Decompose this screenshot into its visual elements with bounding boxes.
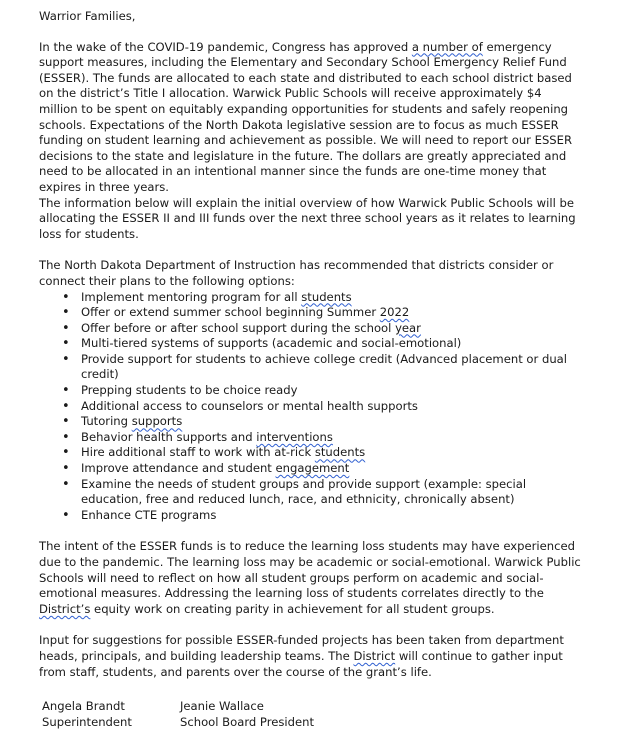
paragraph-options-intro: The North Dakota Department of Instruction has recommended that districts consider or connect their plans to the following options: xyxy=(39,258,554,288)
paragraph-esser-overview xyxy=(39,40,581,196)
spellcheck-flag[interactable]: District xyxy=(353,648,396,663)
signer-name: Jeanie Wallace xyxy=(180,699,264,714)
signature-superintendent xyxy=(42,699,180,730)
list-item: • Implement mentoring program for all students xyxy=(81,290,581,306)
signer-name: Angela Brandt xyxy=(42,699,125,714)
p1-text-before: In the wake of the COVID-19 pandemic, Congress has approved xyxy=(39,39,412,54)
paragraph-intent: The intent of the ESSER funds is to reduce the learning loss students may have experienced due to the pandemic. The learning loss may be academic or social-emotional. Warwick Public Schools will need to reflect on how all student groups perform on academic and social-emotional measures. Addressing the learning loss of students correlates directly to the District’s equity work on creating parity in achievement for all student groups. xyxy=(39,539,581,616)
list-item: • Provide support for students to achieve college credit (Advanced placement or dual credit) xyxy=(81,352,581,383)
spellcheck-flag[interactable]: District’s xyxy=(39,601,91,616)
list-item: • Behavior health supports and interventions xyxy=(81,430,581,446)
paragraph-input: Input for suggestions for possible ESSER-funded projects has been taken from department heads, principals, and building leadership teams. The District will continue to gather input from staff, students, and parents over the course of the grant’s life. xyxy=(39,633,564,679)
list-item: • Multi-tiered systems of supports (academic and social-emotional) xyxy=(81,336,581,352)
spellcheck-flag[interactable]: students xyxy=(301,289,352,304)
list-item: • Improve attendance and student engagement xyxy=(81,461,581,477)
list-item: • Hire additional staff to work with at-rick students xyxy=(81,445,581,461)
spellcheck-flag[interactable]: year xyxy=(395,320,421,335)
list-item: • Prepping students to be choice ready xyxy=(81,383,581,399)
signature-block xyxy=(39,699,581,730)
spellcheck-flag[interactable]: supports xyxy=(131,414,183,429)
list-item: • Tutoring supports xyxy=(81,414,581,430)
letter-document xyxy=(39,9,581,730)
spellcheck-flag[interactable]: a number of xyxy=(411,39,483,54)
signer-title: Superintendent xyxy=(42,714,132,729)
options-list xyxy=(39,290,581,524)
spellcheck-flag[interactable]: 2022 xyxy=(379,305,410,320)
spellcheck-flag[interactable]: students xyxy=(314,445,366,460)
list-item: • Enhance CTE programs xyxy=(81,508,581,524)
signer-title: School Board President xyxy=(180,714,315,729)
spellcheck-flag[interactable]: interventions xyxy=(256,429,333,444)
spellcheck-flag[interactable]: engagement xyxy=(275,461,350,476)
list-item: • Offer or extend summer school beginning Summer 2022 xyxy=(81,305,581,321)
list-item: • Additional access to counselors or mental health supports xyxy=(81,399,581,415)
signature-board-president xyxy=(180,699,380,730)
greeting: Warrior Families, xyxy=(39,9,136,23)
p1-text-after: emergency support measures, including the Elementary and Secondary School Emergency Relief Fund (ESSER). The funds are allocated to each state and distributed to each school district based on the district’s Title I allocation. Warwick Public Schools will receive approximately $4 million to be spent on equitably expanding opportunities for students and safely reopening schools. Expectations of the North Dakota legislative session are to focus as much ESSER funding on student learning and achievement as possible. We will need to report our ESSER decisions to the state and legislature in the future. The dollars are greatly appreciated and need to be allocated in an intentional manner since the funds are one-time money that expires in three years. xyxy=(39,39,573,194)
list-item: • Offer before or after school support during the school year xyxy=(81,321,581,337)
paragraph-allocation-info: The information below will explain the initial overview of how Warwick Public Schools will be allocating the ESSER II and III funds over the next three school years as it relates to learning loss for students. xyxy=(39,195,576,241)
list-item: • Examine the needs of student groups and provide support (example: special education, free and reduced lunch, race, and ethnicity, chronically absent) xyxy=(81,477,581,508)
